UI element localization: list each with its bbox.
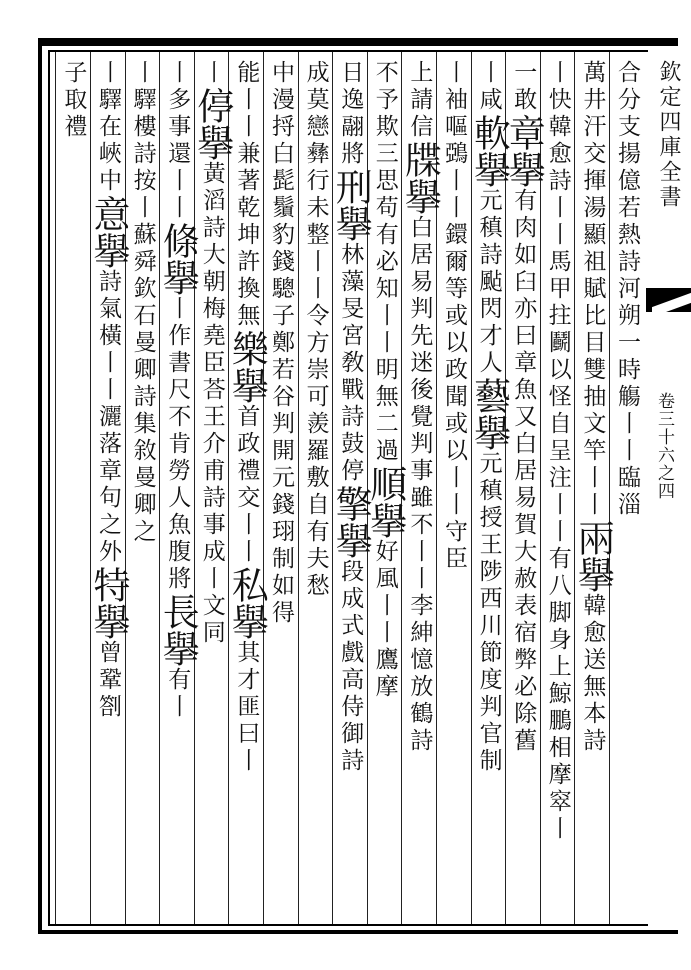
text-run: 袖嘔鵶丨丨鐶 xyxy=(441,87,467,249)
headword: 刑擧 xyxy=(329,168,373,242)
text-column xyxy=(225,60,269,926)
margin-title: 欽定四庫全書 xyxy=(656,60,681,210)
headword: 順擧 xyxy=(363,465,407,539)
text-run: 段成式戲高侍御詩 xyxy=(337,559,364,775)
text-column xyxy=(56,60,90,926)
headword: 樂擧 xyxy=(225,330,269,404)
text-column xyxy=(264,60,298,926)
text-run: 行未整丨丨令方崇 xyxy=(302,168,329,384)
headword: 牒擧 xyxy=(398,141,442,215)
text-run: 詩氣橫丨丨灑落章句之外 xyxy=(95,269,121,566)
text-run: 韓愈送無本詩 xyxy=(579,593,606,755)
text-run: 丨作書尺不肯勞人魚腹將 xyxy=(164,296,191,593)
text-run: 元稹授王陟西川節度判官制 xyxy=(475,451,502,775)
headword: 兩擧 xyxy=(571,519,615,593)
text-run: 蘇舜欽石曼卿詩集敘曼卿之 xyxy=(129,222,156,546)
margin-volume: 卷三十六之四 xyxy=(654,392,674,500)
text-run: 中漫捋白髭鬚豹錢驄子 xyxy=(268,60,294,330)
text-run: 元稹詩颭閃才人 xyxy=(475,188,502,377)
text-run: 丨驛樓詩按丨 xyxy=(129,60,156,222)
text-column xyxy=(541,60,575,926)
text-run: 有丨 xyxy=(164,667,191,721)
text-run: 梅堯臣荅王介甫詩事成丨 xyxy=(198,296,225,593)
text-column xyxy=(329,60,373,926)
text-run: 丨 xyxy=(441,60,467,87)
text-run: 好風丨丨鷹摩 xyxy=(371,539,398,701)
headword: 停擧 xyxy=(190,87,234,161)
headword: 意擧 xyxy=(87,195,130,269)
text-run: 成莫戀彝 xyxy=(302,60,329,168)
text-run: 丨快 xyxy=(544,60,571,114)
text-run: 日逸翮將 xyxy=(337,60,364,168)
text-run: 三思苟有必知丨丨明無二過 xyxy=(371,141,398,465)
text-run: 一敢 xyxy=(510,60,537,114)
headword: 章擧 xyxy=(502,114,546,188)
text-column xyxy=(190,60,234,926)
text-run: 丨 xyxy=(164,60,191,87)
text-column xyxy=(571,60,615,926)
text-run: 其才匪曰丨 xyxy=(233,640,260,775)
text-run: 鄭若谷判開元 xyxy=(268,330,294,492)
text-run: 錢珝制如得 xyxy=(268,492,294,627)
text-run: 丨咸 xyxy=(475,60,502,114)
text-run: 能丨丨兼著乾坤許換無 xyxy=(233,60,260,330)
text-run: 不予欺 xyxy=(371,60,398,141)
text-column xyxy=(467,60,511,926)
text-run: 爾等或以政聞或以丨丨守臣 xyxy=(441,249,467,573)
text-run: 文同 xyxy=(198,593,225,647)
text-column xyxy=(437,60,471,926)
headword: 特擧 xyxy=(87,566,130,640)
text-run: 上請信 xyxy=(406,60,433,141)
text-run: 多事還丨丨 xyxy=(164,87,191,222)
text-run: 曾鞏劄 xyxy=(95,640,121,721)
text-column xyxy=(502,60,546,926)
headword: 條擧 xyxy=(156,222,200,296)
text-run: 首政禮交丨丨 xyxy=(233,404,260,566)
text-run: 萬井汗交揮湯顯祖賦比目雙抽文竿丨丨 xyxy=(579,60,606,519)
text-column xyxy=(156,60,200,926)
text-run: 子取禮 xyxy=(60,60,87,141)
headword: 擎擧 xyxy=(329,485,373,559)
headword: 私擧 xyxy=(225,566,269,640)
text-run: 韓愈詩丨丨馬甲拄鬬以怪自呈注丨丨有八脚身上 xyxy=(544,114,571,681)
text-column xyxy=(363,60,407,926)
text-run: 李紳憶放鶴詩 xyxy=(406,593,433,755)
text-column xyxy=(126,60,160,926)
headword: 長擧 xyxy=(156,593,200,667)
text-column xyxy=(87,60,130,926)
text-run: 白居易判先迷後覺判事雖不丨丨 xyxy=(406,215,433,593)
text-run: 黃滔詩大朝 xyxy=(198,161,225,296)
text-run: 可羨羅敷自有夫愁 xyxy=(302,384,329,600)
text-column xyxy=(398,60,442,926)
text-column xyxy=(610,60,644,926)
headword: 軟擧 xyxy=(467,114,511,188)
text-run: 鯨鵬相摩窣丨 xyxy=(544,681,571,843)
text-column xyxy=(299,60,333,926)
text-run: 丨 xyxy=(198,60,225,87)
text-run: 林藻旻宮敎戰詩鼓停 xyxy=(337,242,364,485)
headword: 藝擧 xyxy=(467,377,511,451)
text-run: 有肉如臼亦曰章魚又白居易賀大赦表宿弊必除舊 xyxy=(510,188,537,755)
text-run: 丨驛在峽中 xyxy=(95,60,121,195)
text-run: 合分支揚億若熱詩河朔一時觴丨丨臨淄 xyxy=(614,60,640,519)
